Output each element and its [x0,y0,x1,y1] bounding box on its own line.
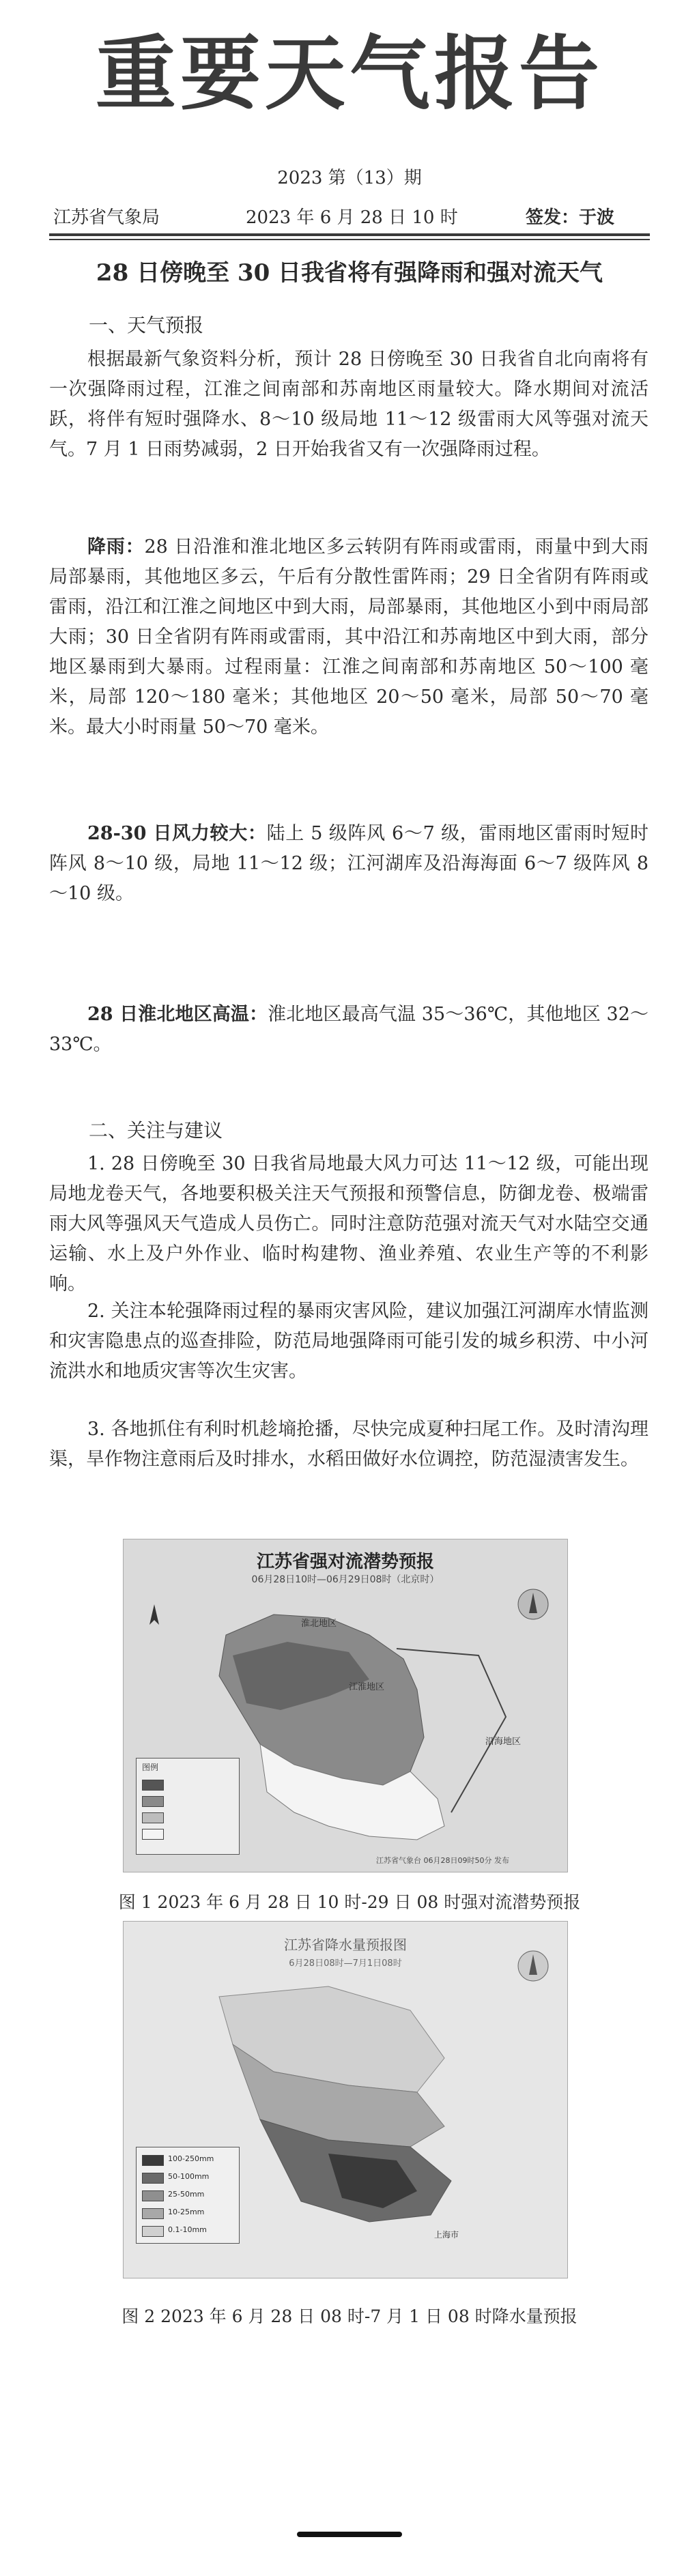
forecast-heat-paragraph [49,1000,648,1060]
figure-precipitation-forecast-map [123,1921,568,2278]
forecast-intro: 根据最新气象资料分析，预计 28 日傍晚至 30 日我省自北向南将有一次强降雨过程，江淮之间南部和苏南地区雨量较大。降水期间对流活跃，将伴有短时强降水、8～10 级局地 11～12 级雷雨大风等强对流天气。7 月 1 日雨势减弱，2 日开始我省又有一次强降雨过程。 [49,349,648,460]
issue-date: 2023 年 6 月 28 日 10 时 [246,207,458,228]
figure1-caption: 图 1 2023 年 6 月 28 日 10 时-29 日 08 时强对流潜势预报 [118,1892,581,1912]
map1-legend-row [142,1794,224,1809]
advice-item-2: 2. 关注本轮强降雨过程的暴雨灾害风险，建议加强江河湖库水情监测和灾害隐患点的巡查排险，防范局地强降雨可能引发的城乡积涝、中小河流洪水和地质灾害等次生灾害。 [49,1301,648,1382]
home-indicator[interactable] [297,2532,402,2537]
figure-convection-forecast-map [123,1539,568,1872]
map1-legend-row [142,1827,224,1842]
header-divider [49,233,650,236]
map2-legend-row: 0.1-10mm [142,2224,224,2239]
map2-city-label: 上海市 [434,2230,459,2240]
compass-logo-icon [518,1951,548,1981]
section-heading-advice: 二、关注与建议 [89,1119,223,1142]
map1-legend-title: 图例 [142,1763,159,1772]
wind-text: 陆上 5 级阵风 6～7 级，雷雨地区雷雨时短时阵风 8～10 级，局地 11～12 级；江河湖库及沿海海面 6～7 级阵风 8～10 级。 [49,823,648,904]
section-heading-forecast: 一、天气预报 [89,314,204,336]
map2-legend-row: 25-50mm [142,2188,224,2203]
map2-title: 江苏省降水量预报图 [284,1937,407,1953]
heat-lead: 28 日淮北地区高温： [87,1004,268,1025]
header-divider-thin [49,239,650,240]
masthead-title: 重要天气报告 [95,27,603,121]
report-headline: 28 日傍晚至 30 日我省将有强降雨和强对流天气 [96,259,603,287]
wind-lead: 28-30 日风力较大： [87,823,267,844]
rain-text: 28 日沿淮和淮北地区多云转阴有阵雨或雷雨，雨量中到大雨局部暴雨，其他地区多云，午后有分散性雷阵雨；29 日全省阴有阵雨或雷雨，沿江和江淮之间地区中到大雨，局部暴雨，其他地区小到中雨局部大雨；30 日全省阴有阵雨或雷雨，其中沿江和苏南地区中到大雨，部分地区暴雨到大暴雨。过程雨量：江淮之间南部和苏南地区 50～100 毫米，局部 120～180 毫米；其他地区 20～50 毫米，局部 50～70 毫米。最大小时雨量 50～70 毫米。 [49,536,648,738]
heat-text: 淮北地区最高气温 35～36℃，其他地区 32～33℃。 [49,1004,648,1055]
map2-legend-row: 10-25mm [142,2206,224,2221]
issue-number: 2023 第（13）期 [277,168,422,188]
map1-region-jianghuai: 江淮地区 [349,1682,385,1692]
advice-item-3: 3. 各地抓住有利时机趁墒抢播，尽快完成夏种扫尾工作。及时清沟理渠，旱作物注意雨后及时排水，水稻田做好水位调控，防范湿渍害发生。 [49,1419,648,1470]
map1-title: 江苏省强对流潜势预报 [256,1552,434,1572]
map2-legend [136,2147,240,2244]
map1-footer: 江苏省气象台 06月28日09时50分 发布 [376,1856,509,1865]
map2-legend-row: 100-250mm [142,2153,224,2168]
map1-region-huaibei: 淮北地区 [301,1619,337,1629]
map2-subtitle: 6月28日08时—7月1日08时 [289,1958,402,1969]
north-arrow-icon [149,1604,159,1625]
figure2-caption: 图 2 2023 年 6 月 28 日 08 时-7 月 1 日 08 时降水量预报 [122,2306,577,2326]
advice-item-1: 1. 28 日傍晚至 30 日我省局地最大风力可达 11～12 级，可能出现局地龙卷天气，各地要积极关注天气预报和预警信息，防御龙卷、极端雷雨大风等强风天气造成人员伤亡。同时注意防范强对流天气对水陆空交通运输、水上及户外作业、临时构建物、渔业养殖、农业生产等的不利影响。 [49,1153,648,1294]
map1-legend-row [142,1810,224,1825]
signed-by: 签发：于波 [526,207,615,228]
map1-region-coastal: 沿海地区 [485,1737,522,1747]
map1-legend-row [142,1778,224,1793]
map1-legend [136,1758,240,1855]
map1-subtitle: 06月28日10时—06月29日08时（北京时） [251,1574,440,1585]
forecast-wind-paragraph [49,819,648,909]
rain-lead: 降雨： [87,536,145,558]
map2-legend-row: 50-100mm [142,2171,224,2186]
issuing-organization: 江苏省气象局 [53,207,160,228]
forecast-rain-paragraph [49,532,648,742]
compass-logo-icon [518,1589,548,1619]
